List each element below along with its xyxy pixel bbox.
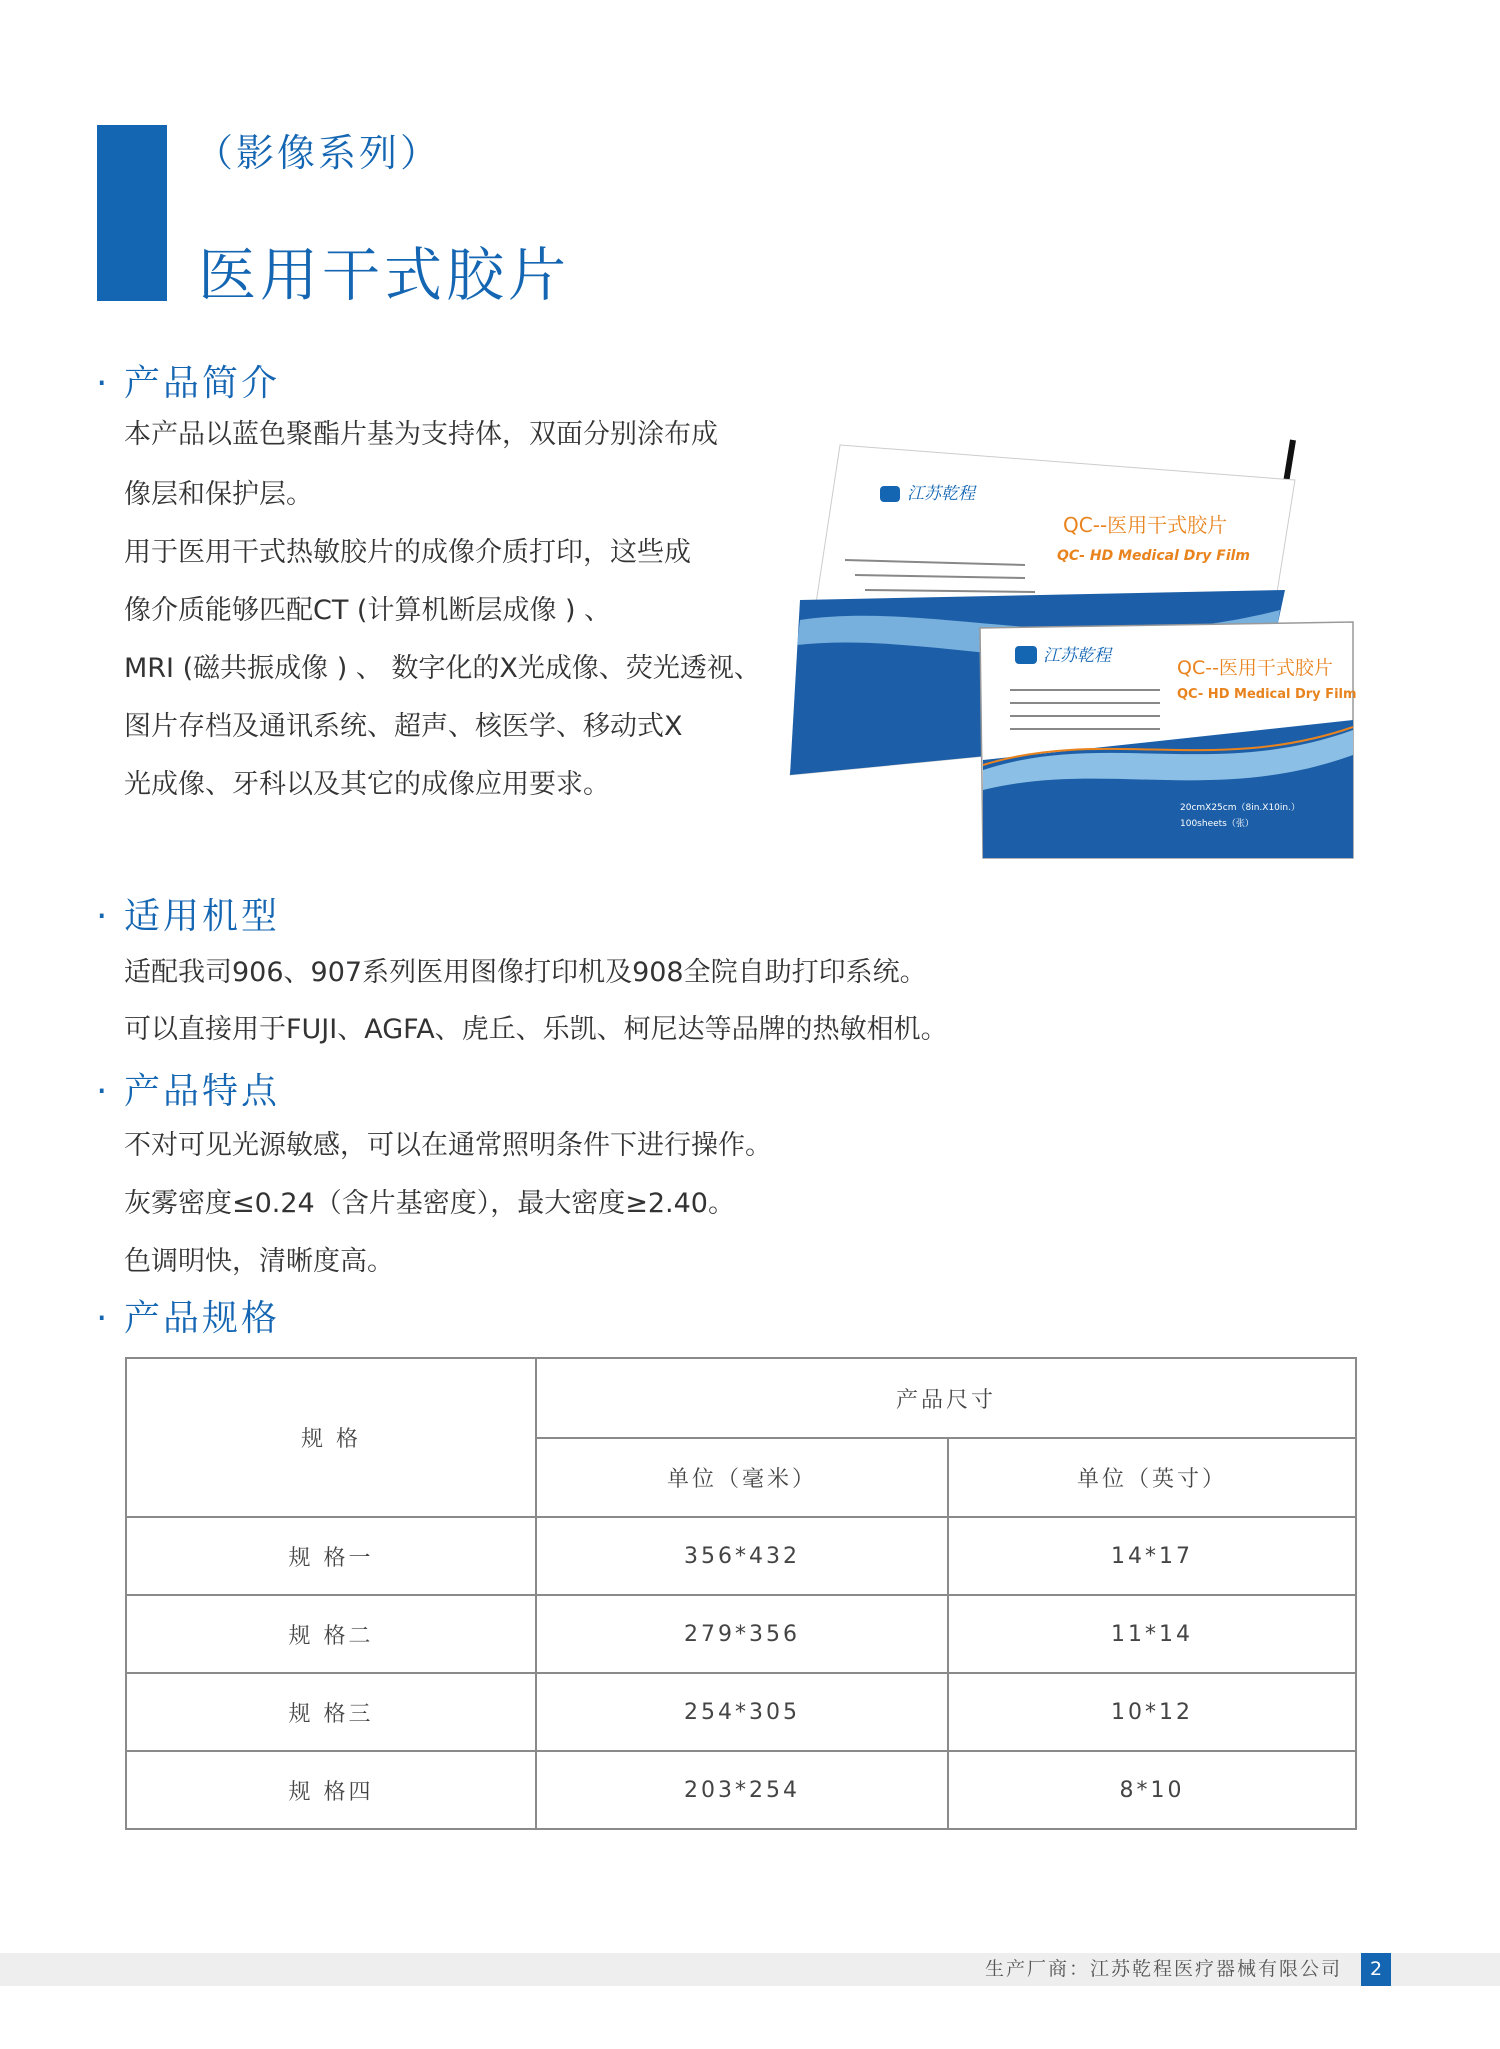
table-cell-name: 规 格一	[288, 1545, 374, 1571]
back-box-brand: 江苏乾程	[907, 484, 975, 504]
footer-manufacturer: 生产厂商：江苏乾程医疗器械有限公司	[984, 1958, 1342, 1980]
intro-line: 光成像、牙科以及其它的成像应用要求。	[124, 769, 610, 800]
header-accent-bar	[97, 125, 167, 301]
intro-line: 本产品以蓝色聚酯片基为支持体，双面分别涂布成	[124, 419, 718, 450]
intro-line: 图片存档及通讯系统、超声、核医学、移动式X	[124, 711, 683, 742]
intro-line: 像介质能够匹配CT (计算机断层成像 ) 、	[124, 595, 612, 626]
front-box-sheets-label: 100sheets（张）	[1180, 819, 1254, 829]
table-cell-mm: 356*432	[684, 1543, 800, 1569]
features-line: 色调明快，清晰度高。	[124, 1246, 394, 1277]
intro-line: 像层和保护层。	[124, 479, 313, 510]
table-header-mm: 单位（毫米）	[666, 1467, 817, 1492]
back-box-title-cn: QC--医用干式胶片	[1063, 513, 1228, 537]
page-number: 2	[1361, 1953, 1391, 1986]
table-cell-mm: 279*356	[684, 1621, 800, 1647]
front-box-title-cn: QC--医用干式胶片	[1177, 657, 1333, 679]
table-cell-name: 规 格三	[288, 1701, 374, 1727]
spec-table	[125, 1357, 1357, 1830]
section-heading-models: · 适用机型	[96, 896, 281, 937]
models-line: 可以直接用于FUJI、AGFA、虎丘、乐凯、柯尼达等品牌的热敏相机。	[124, 1014, 948, 1045]
table-header-spec: 规 格	[301, 1427, 361, 1452]
front-box	[980, 622, 1357, 858]
table-cell-mm: 254*305	[684, 1699, 800, 1725]
table-cell-mm: 203*254	[684, 1777, 800, 1803]
features-line: 不对可见光源敏感，可以在通常照明条件下进行操作。	[124, 1130, 772, 1161]
front-box-size-label: 20cmX25cm（8in.X10in.）	[1180, 803, 1300, 813]
section-heading-features: · 产品特点	[96, 1071, 281, 1112]
bullet-dot: ·	[96, 1071, 111, 1112]
section-heading-intro: · 产品简介	[96, 363, 281, 404]
table-header-inch: 单位（英寸）	[1076, 1467, 1227, 1492]
intro-line: MRI (磁共振成像 ) 、 数字化的X光成像、荧光透视、	[124, 653, 761, 684]
series-label: （影像系列）	[195, 131, 442, 175]
models-line: 适配我司906、907系列医用图像打印机及908全院自助打印系统。	[124, 957, 927, 988]
intro-line: 用于医用干式热敏胶片的成像介质打印，这些成	[124, 537, 691, 568]
front-box-title-en: QC- HD Medical Dry Film	[1177, 687, 1357, 702]
features-line: 灰雾密度≤0.24（含片基密度），最大密度≥2.40。	[124, 1188, 735, 1219]
bullet-dot: ·	[96, 1298, 111, 1339]
table-cell-name: 规 格四	[288, 1779, 374, 1805]
table-cell-inch: 8*10	[1119, 1777, 1185, 1803]
bullet-dot: ·	[96, 363, 111, 404]
page-title: 医用干式胶片	[198, 241, 571, 309]
table-cell-inch: 11*14	[1111, 1621, 1193, 1647]
table-header-size: 产品尺寸	[895, 1387, 996, 1413]
table-cell-name: 规 格二	[288, 1623, 374, 1649]
table-cell-inch: 14*17	[1111, 1543, 1193, 1569]
section-heading-specs: · 产品规格	[96, 1298, 281, 1339]
front-box-brand: 江苏乾程	[1043, 646, 1111, 666]
back-box-title-en: QC- HD Medical Dry Film	[1057, 548, 1251, 564]
footer-bar	[0, 1953, 1500, 1986]
product-box-illustration	[785, 430, 1365, 860]
table-cell-inch: 10*12	[1111, 1699, 1193, 1725]
bullet-dot: ·	[96, 896, 111, 937]
